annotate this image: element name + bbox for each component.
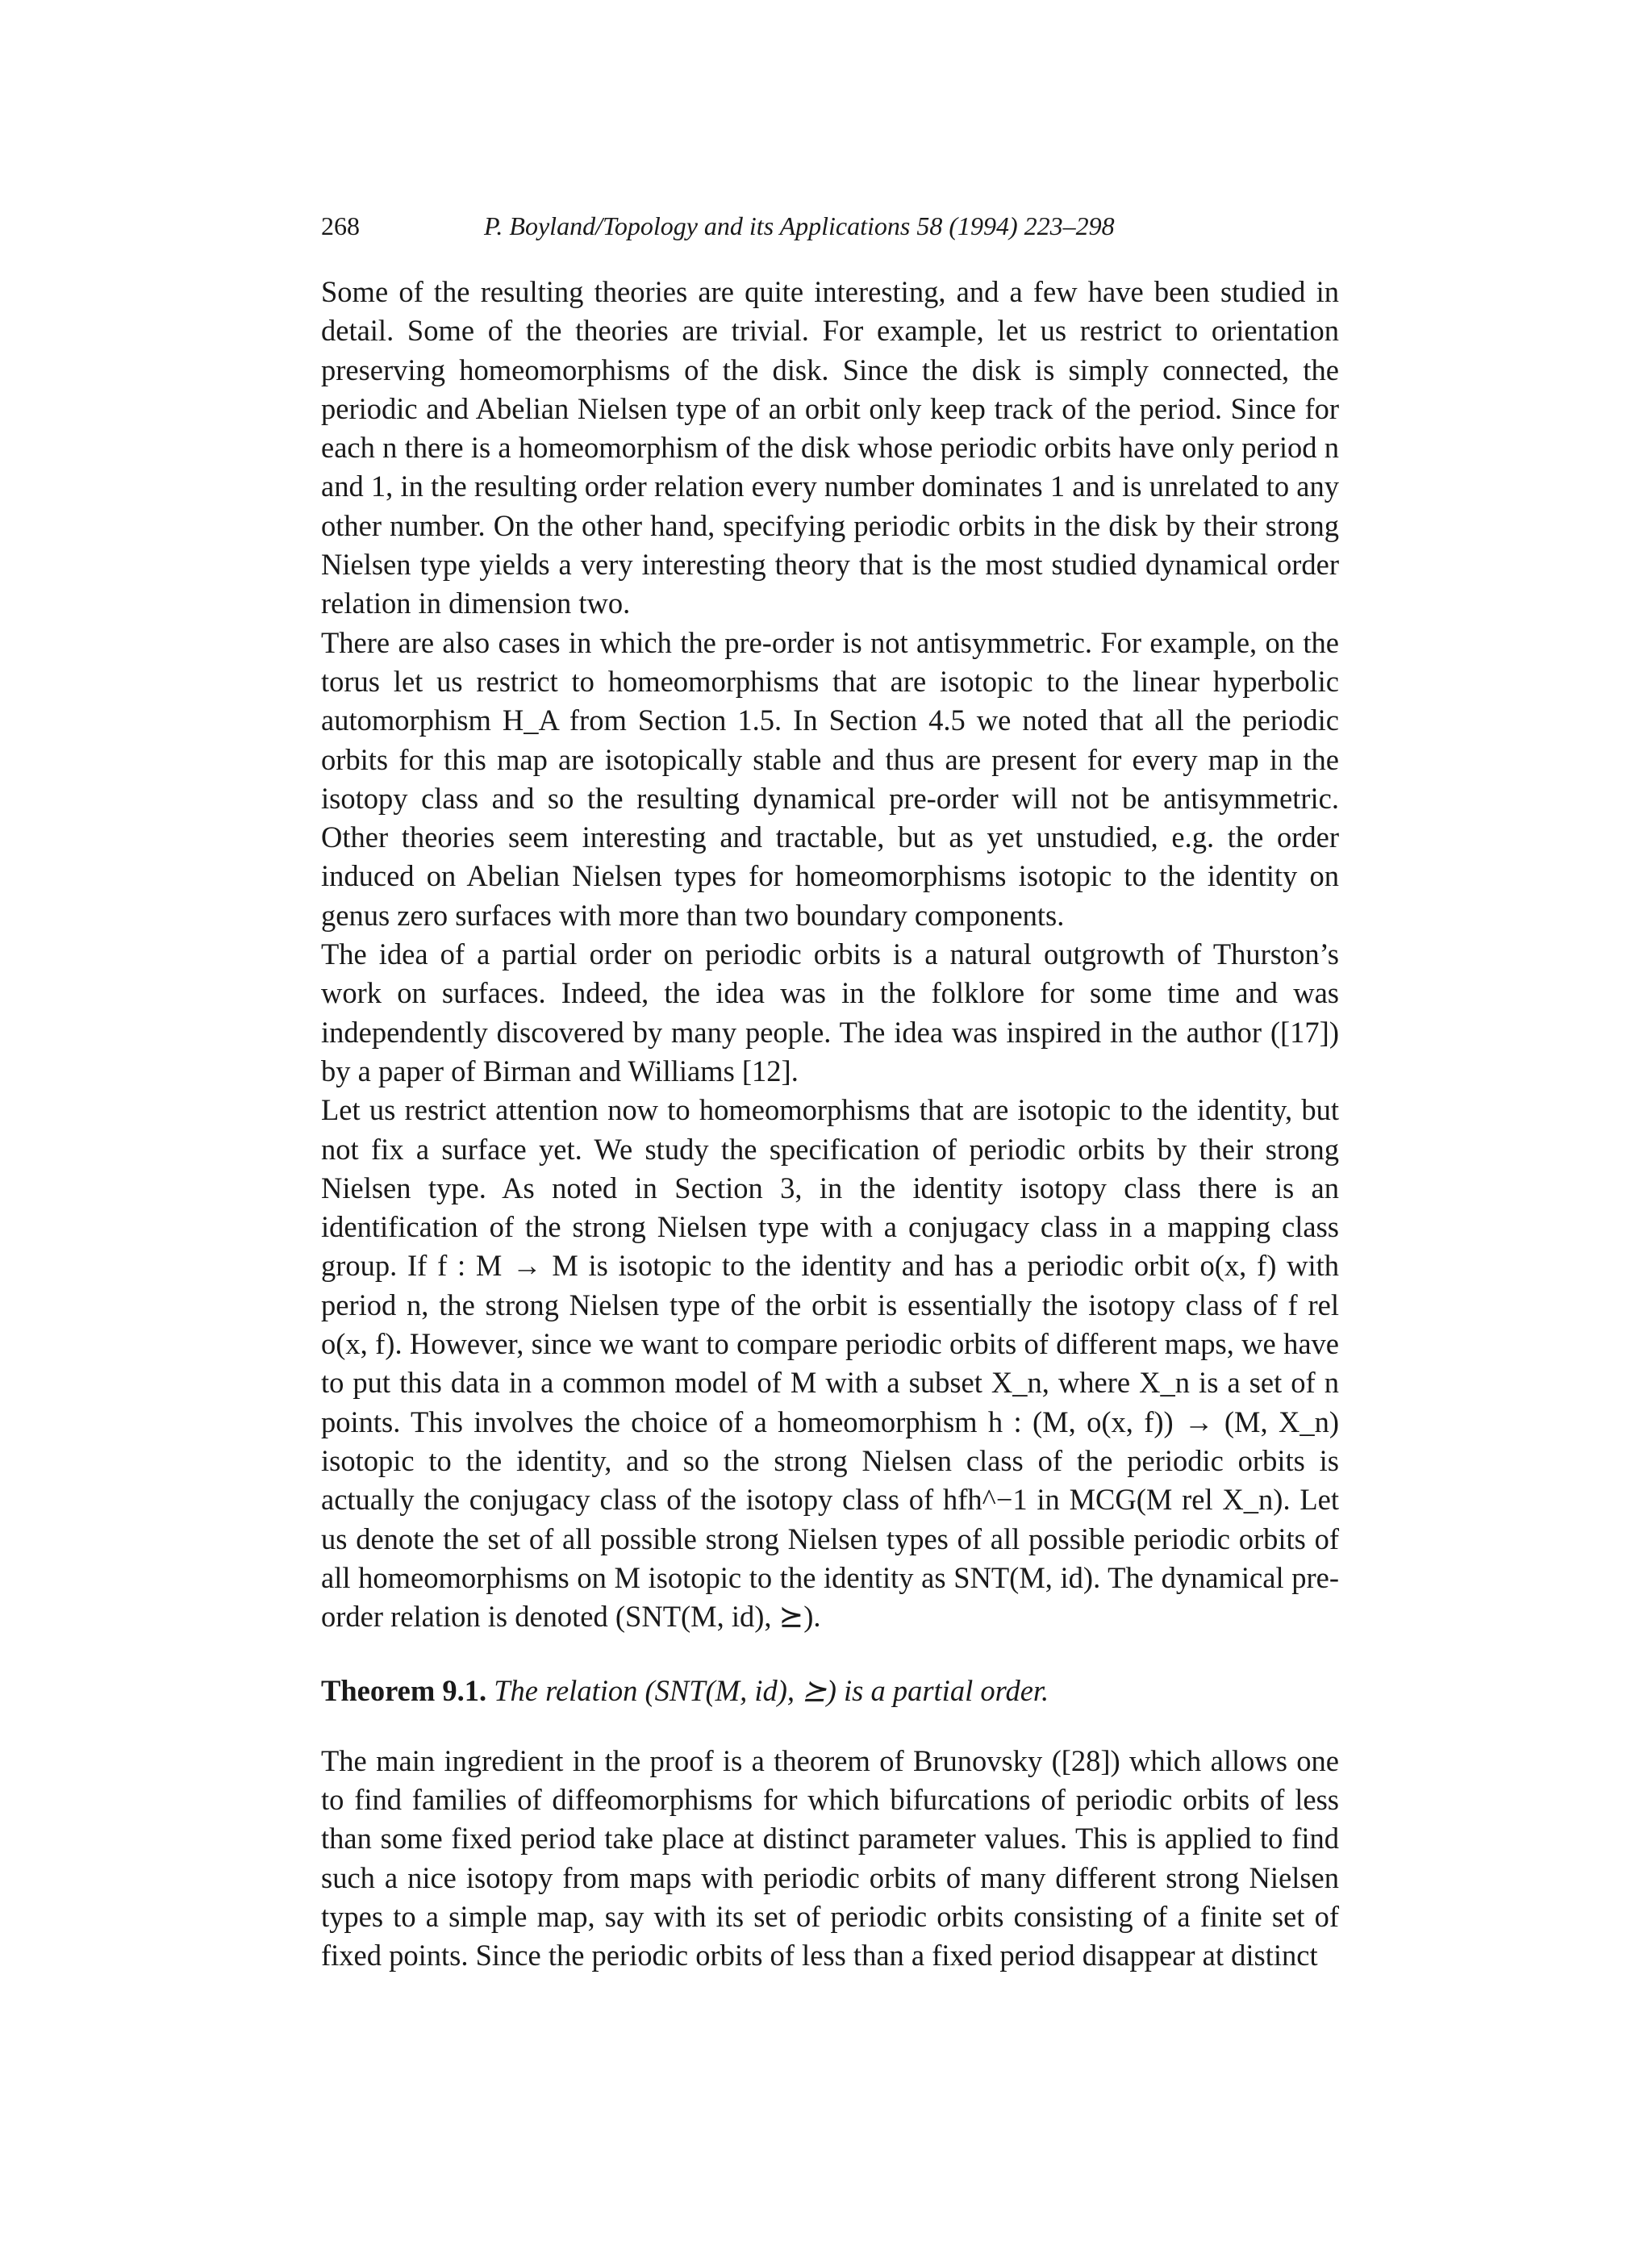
page-number: 268 bbox=[321, 211, 360, 240]
paragraph-1: Some of the resulting theories are quite interesting, and a few have been studied in detail. Some of the theories are trivial. For example, let us restrict to orientation preserving homeomorphisms of the disk. Since the disk is simply connected, the periodic and Abelian Nielsen type of an orbit only keep track of the period. Since for each n there is a homeomorphism of the disk whose periodic orbits have only period n and 1, in the resulting order relation every number dominates 1 and is unrelated to any other number. On the other hand, specifying periodic orbits in the disk by their strong Nielsen type yields a very interesting theory that is the most studied dynamical order relation in dimension two. bbox=[321, 275, 1339, 620]
running-head bbox=[321, 208, 1339, 244]
paragraph-2: There are also cases in which the pre-order is not antisymmetric. For example, on the torus let us restrict to homeomorphisms that are isotopic to the linear hyperbolic automorphism H_A from Section 1.5. In Section 4.5 we noted that all the periodic orbits for this map are isotopically stable and thus are present for every map in the isotopy class and so the resulting dynamical pre-order will not be antisymmetric. Other theories seem interesting and tractable, but as yet unstudied, e.g. the order induced on Abelian Nielsen types for homeomorphisms isotopic to the identity on genus zero surfaces with more than two boundary components. bbox=[321, 625, 1339, 932]
theorem-label: Theorem 9.1. bbox=[321, 1674, 487, 1708]
theorem-9-1 bbox=[321, 1672, 1339, 1710]
body-text bbox=[321, 273, 1339, 1975]
paragraph-4: Let us restrict attention now to homeomorphisms that are isotopic to the identity, but not fix a surface yet. We study the specification of periodic orbits by their strong Nielsen type. As noted in Section 3, in the identity isotopy class there is an identification of the strong Nielsen type with a conjugacy class in a mapping class group. If f : M → M is isotopic to the identity and has a periodic orbit o(x, f) with period n, the strong Nielsen type of the orbit is essentially the isotopy class of f rel o(x, f). However, since we want to compare periodic orbits of different maps, we have to put this data in a common model of M with a subset X_n, where X_n is a set of n points. This involves the choice of a homeomorphism h : (M, o(x, f)) → (M, X_n) isotopic to the identity, and so the strong Nielsen class of the periodic orbits is actually the conjugacy class of the isotopy class of hfh^−1 in MCG(M rel X_n). Let us denote the set of all possible strong Nielsen types of all possible periodic orbits of all homeomorphisms on M isotopic to the identity as SNT(M, id). The dynamical pre-order relation is denoted (SNT(M, id), ⪰). bbox=[321, 1093, 1339, 1634]
paragraph-5: The main ingredient in the proof is a theorem of Brunovsky ([28]) which allows one to find families of diffeomorphisms for which bifurcations of periodic orbits of less than some fixed period take place at distinct parameter values. This is applied to find such a nice isotopy from maps with periodic orbits of many different strong Nielsen types to a simple map, say with its set of periodic orbits consisting of a finite set of fixed points. Since the periodic orbits of less than a fixed period disappear at distinct bbox=[321, 1743, 1339, 1973]
theorem-statement: The relation (SNT(M, id), ⪰) is a partial order. bbox=[494, 1674, 1049, 1708]
journal-citation: P. Boyland/Topology and its Applications 58 (1994) 223–298 bbox=[484, 211, 1115, 240]
paragraph-3: The idea of a partial order on periodic orbits is a natural outgrowth of Thurston’s work on surfaces. Indeed, the idea was in the folklore for some time and was independently discovered by many people. The idea was inspired in the author ([17]) by a paper of Birman and Williams [12]. bbox=[321, 937, 1339, 1088]
